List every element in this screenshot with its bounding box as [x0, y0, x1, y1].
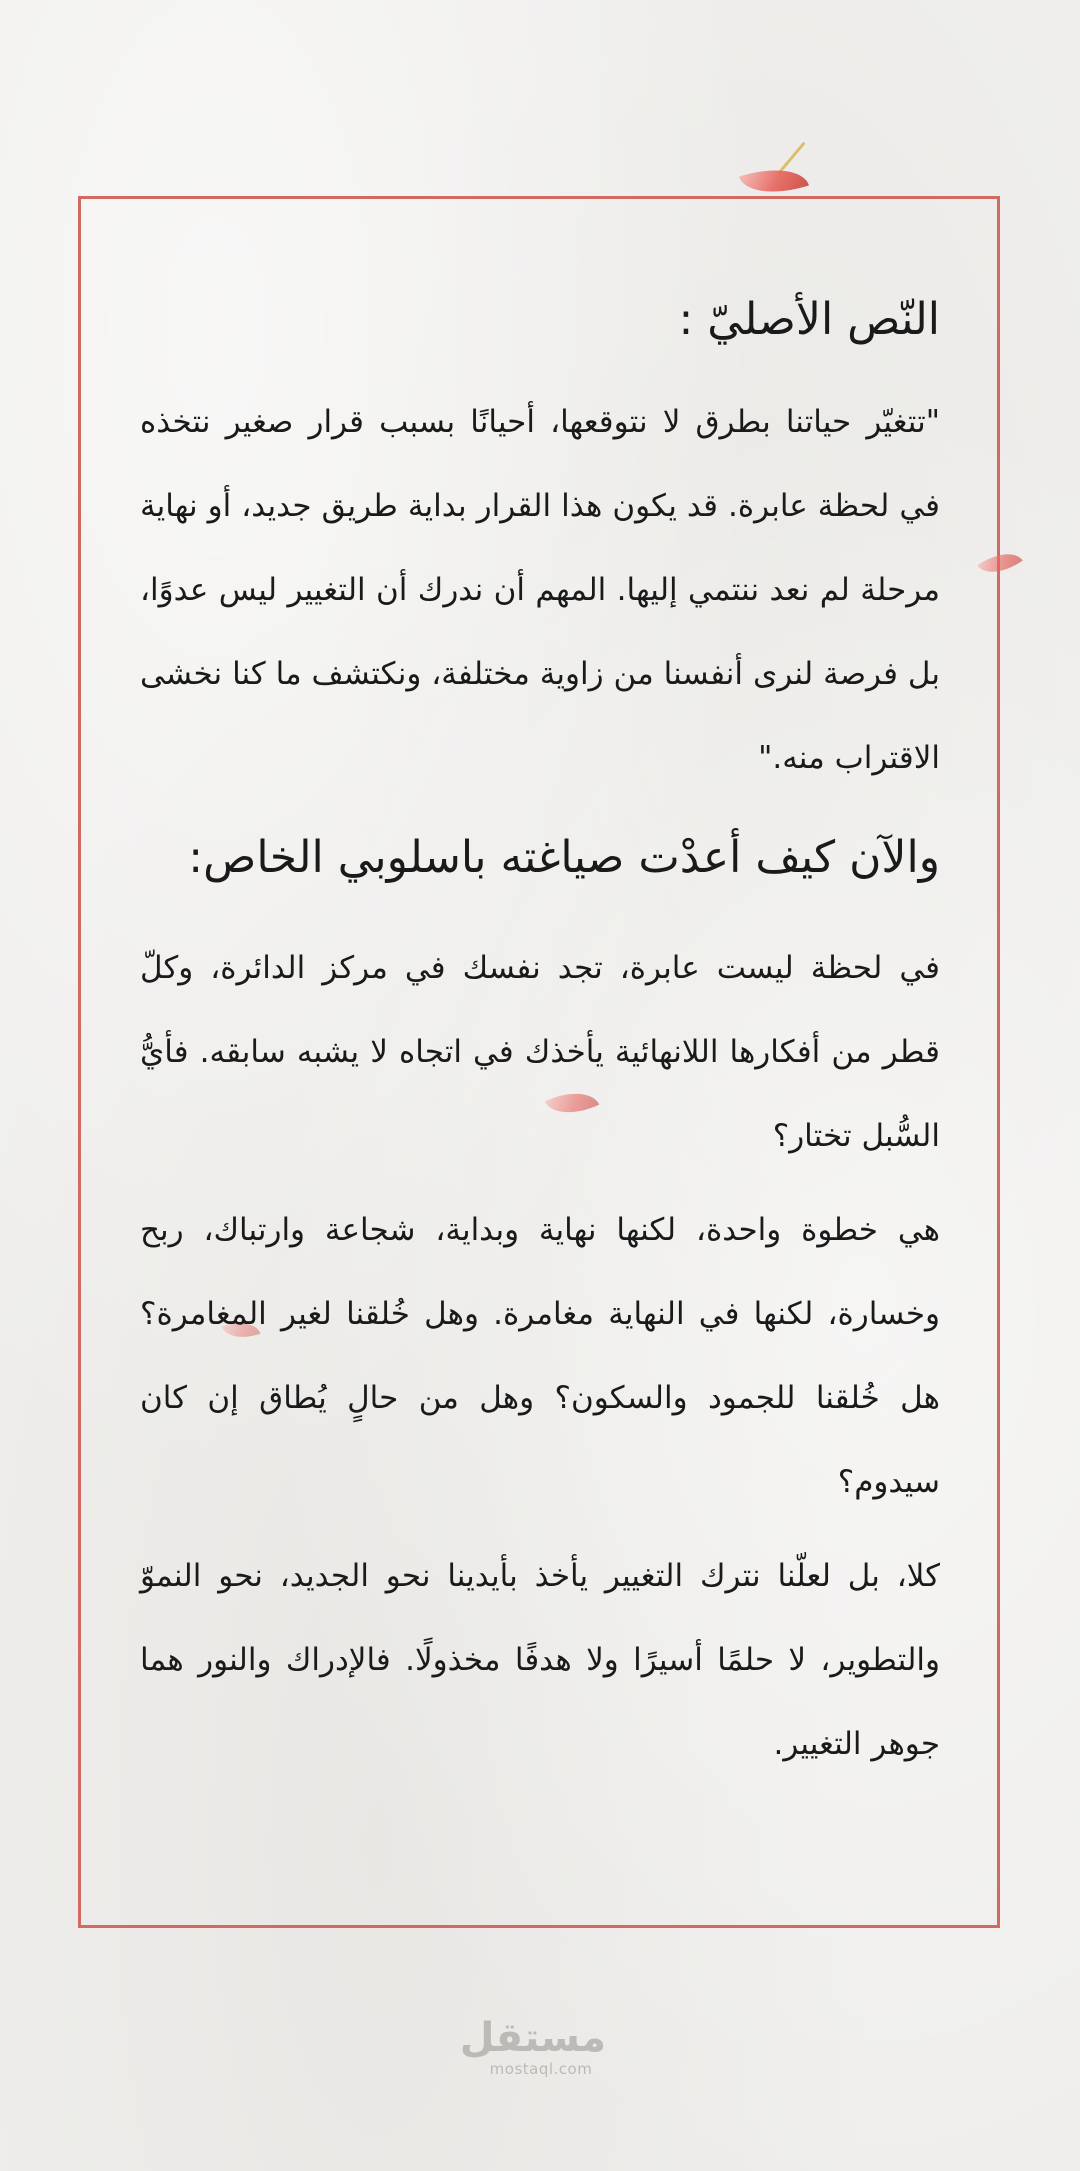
- mostaql-watermark: [459, 2015, 606, 2078]
- rewritten-paragraph: هي خطوة واحدة، لكنها نهاية وبداية، شجاعة وارتباك، ربح وخسارة، لكنها في النهاية مغامرة. وهل خُلقنا لغير المغامرة؟ هل خُلقنا للجمود والسكون؟ وهل من حالٍ يُطاق إن كان سيدوم؟: [140, 1212, 940, 1500]
- watermark-url: mostaql.com: [489, 2060, 593, 2078]
- text-content: [140, 290, 940, 1786]
- original-text-paragraph: "تتغيّر حياتنا بطرق لا نتوقعها، أحيانًا بسبب قرار صغير نتخذه في لحظة عابرة. قد يكون هذا القرار بداية طريق جديد، أو نهاية مرحلة لم نعد ننتمي إليها. المهم أن ندرك أن التغيير ليس عدوًا، بل فرصة لنرى أنفسنا من زاوية مختلفة، ونكتشف ما كنا نخشى الاقتراب منه.": [140, 404, 940, 776]
- mostaql-logo-icon: مستقل: [459, 2015, 606, 2061]
- rewritten-text-heading: والآن كيف أعدْت صياغته باسلوبي الخاص:: [188, 832, 940, 883]
- rewritten-paragraph: في لحظة ليست عابرة، تجد نفسك في مركز الدائرة، وكلّ قطر من أفكارها اللانهائية يأخذك في اتجاه لا يشبه سابقه. فأيُّ السُّبل تختار؟: [140, 950, 940, 1154]
- original-text-heading: النّص الأصليّ :: [678, 294, 940, 345]
- rewritten-paragraph: كلا، بل لعلّنا نترك التغيير يأخذ بأيدينا نحو الجديد، نحو النموّ والتطوير، لا حلمًا أسيرًا ولا هدفًا مخذولًا. فالإدراك والنور هما جوهر التغيير.: [140, 1558, 940, 1762]
